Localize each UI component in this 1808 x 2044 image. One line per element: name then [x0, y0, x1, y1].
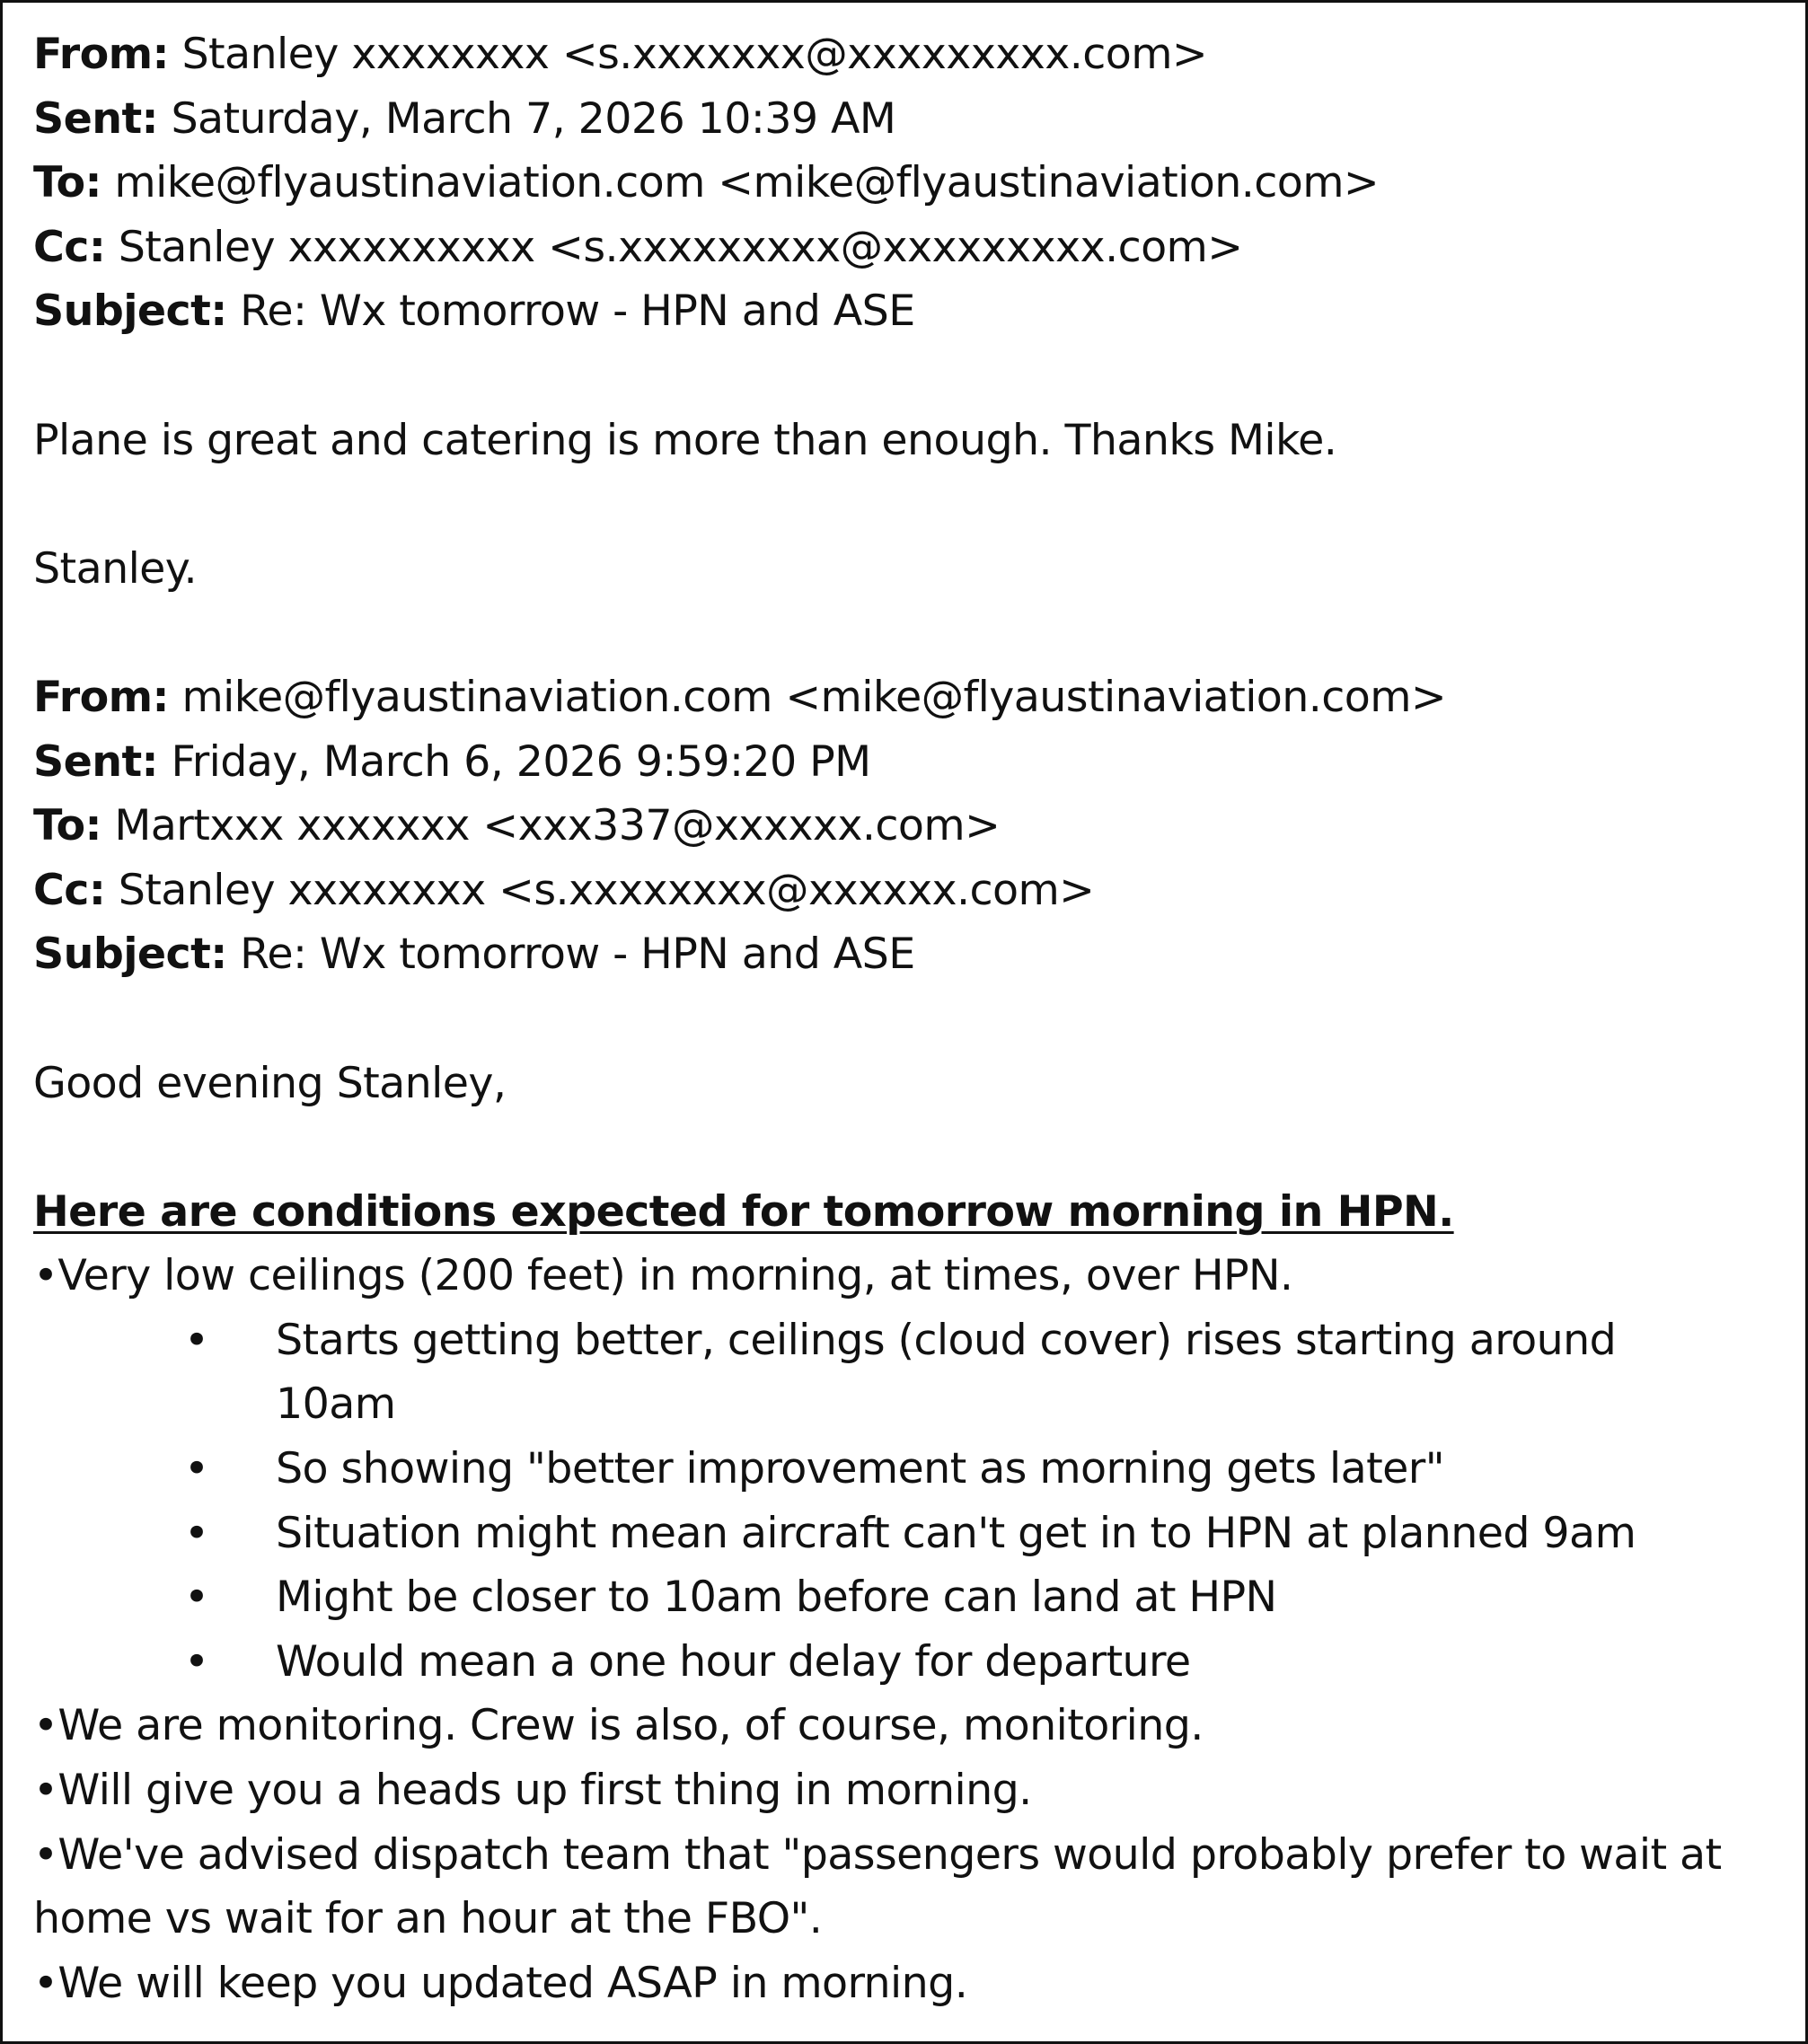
subject-label: Subject: — [33, 929, 227, 980]
to-label: To: — [33, 158, 101, 208]
cc-value: Stanley xxxxxxxx <s.xxxxxxxx@xxxxxx.com> — [118, 865, 1095, 915]
email2-cc-line — [33, 859, 1785, 923]
bullet-item: •We will keep you updated ASAP in morning. — [33, 1958, 968, 2008]
subject-value: Re: Wx tomorrow - HPN and ASE — [240, 286, 915, 337]
email1-to-line — [33, 151, 1785, 216]
bullet-item: •We've advised dispatch team that "passengers would probably prefer to wait at home vs wait for an hour at the FBO". — [33, 1829, 1722, 1944]
sub-bullet-text: Would mean a one hour delay for departure — [276, 1636, 1191, 1687]
email2-from-line — [33, 665, 1785, 730]
email2-subject-line — [33, 922, 1785, 987]
email2-to-line — [33, 794, 1785, 859]
email2-greeting: Good evening Stanley, — [33, 1058, 507, 1108]
sub-bullet-item — [33, 1630, 1785, 1695]
sub-bullet-text: Situation might mean aircraft can't get in to HPN at planned 9am — [276, 1508, 1636, 1558]
email1-body: Plane is great and catering is more than enough. Thanks Mike. — [33, 415, 1337, 465]
email1-from-line — [33, 22, 1785, 87]
subject-value: Re: Wx tomorrow - HPN and ASE — [240, 929, 915, 980]
spacer — [33, 987, 1785, 1052]
to-label: To: — [33, 801, 101, 851]
spacer — [33, 1115, 1785, 1180]
conditions-heading: Here are conditions expected for tomorrow morning in HPN. — [33, 1186, 1454, 1237]
sent-value: Saturday, March 7, 2026 10:39 AM — [171, 93, 896, 144]
bullet-dot: • — [184, 1636, 209, 1687]
bullet-dot: • — [184, 1315, 209, 1365]
spacer — [33, 601, 1785, 665]
from-value: mike@flyaustinaviation.com <mike@flyaustinaviation.com> — [181, 672, 1447, 722]
sub-bullet-item — [33, 1308, 1785, 1437]
from-label: From: — [33, 30, 169, 79]
from-label: From: — [33, 672, 169, 722]
to-value: mike@flyaustinaviation.com <mike@flyaustinaviation.com> — [114, 158, 1380, 208]
bullet-dot: • — [184, 1573, 209, 1623]
bullet-item: •Very low ceilings (200 feet) in morning, at times, over HPN. — [33, 1251, 1293, 1301]
sub-bullet-item — [33, 1437, 1785, 1502]
email1-signoff: Stanley. — [33, 543, 198, 594]
bullet-item: •Will give you a heads up first thing in morning. — [33, 1766, 1032, 1816]
sub-bullet-text: Might be closer to 10am before can land at HPN — [276, 1573, 1277, 1623]
sent-label: Sent: — [33, 736, 158, 787]
email1-cc-line — [33, 216, 1785, 280]
email-thread-content — [33, 22, 1785, 2015]
sub-bullet-text: So showing "better improvement as morning gets later" — [276, 1444, 1444, 1494]
cc-label: Cc: — [33, 865, 106, 915]
email1-subject-line — [33, 279, 1785, 344]
bullet-item: •We are monitoring. Crew is also, of course, monitoring. — [33, 1701, 1204, 1751]
cc-value: Stanley xxxxxxxxxx <s.xxxxxxxxx@xxxxxxxxx.com> — [118, 222, 1243, 272]
spacer — [33, 344, 1785, 409]
sub-bullet-item — [33, 1502, 1785, 1566]
sub-bullet-text: Starts getting better, ceilings (cloud cover) rises starting around 10am — [276, 1315, 1617, 1430]
from-value: Stanley xxxxxxxx <s.xxxxxxx@xxxxxxxxx.com> — [181, 30, 1208, 79]
sent-value: Friday, March 6, 2026 9:59:20 PM — [171, 736, 871, 787]
subject-label: Subject: — [33, 286, 227, 337]
sub-bullet-item — [33, 1565, 1785, 1630]
email2-sent-line — [33, 730, 1785, 795]
cc-label: Cc: — [33, 222, 106, 272]
bullet-dot: • — [184, 1444, 209, 1494]
sent-label: Sent: — [33, 93, 158, 144]
email1-sent-line — [33, 87, 1785, 152]
spacer — [33, 472, 1785, 537]
to-value: Martxxx xxxxxxx <xxx337@xxxxxx.com> — [114, 801, 1001, 851]
bullet-dot: • — [184, 1508, 209, 1558]
